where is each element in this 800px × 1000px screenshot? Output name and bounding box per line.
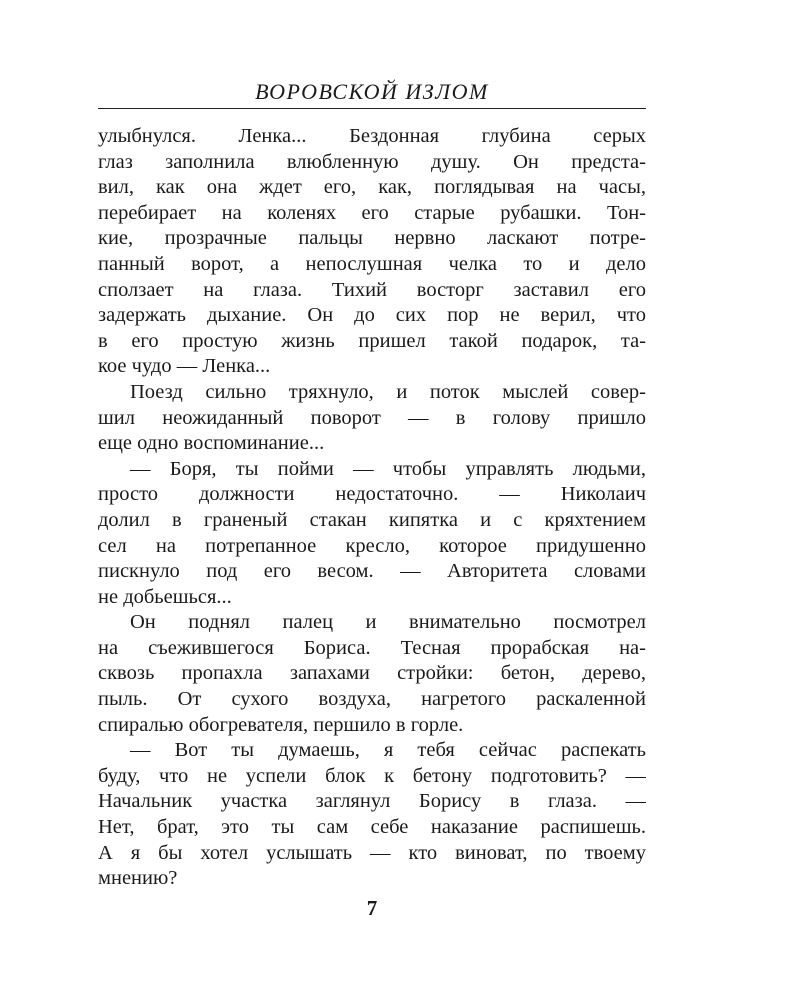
text-line: сквозь пропахла запахами стройки: бетон, дерево, — [98, 662, 646, 685]
text-line: мнению? — [98, 867, 178, 890]
text-line: А я бы хотел услышать — кто виноват, по твоему — [98, 841, 646, 864]
text-line: кие, прозрачные пальцы нервно ласкают потре- — [98, 227, 646, 250]
text-line: Он поднял палец и внимательно посмотрел — [130, 611, 646, 634]
text-line: в его простую жизнь пришел такой подарок, та- — [98, 329, 646, 352]
text-line: не добьешься... — [98, 585, 232, 608]
text-line: глаз заполнила влюбленную душу. Он предста- — [98, 150, 646, 173]
text-line: пискнуло под его весом. — Авторитета словами — [98, 560, 646, 583]
text-line: буду, что не успели блок к бетону подготовить? — — [98, 764, 646, 787]
text-line: на съежившегося Бориса. Тесная прорабская на- — [98, 636, 646, 659]
text-line: сползает на глаза. Тихий восторг заставил его — [98, 278, 646, 301]
paragraph — [98, 124, 646, 380]
text-line: вил, как она ждет его, как, поглядывая на часы, — [98, 176, 646, 199]
text-line: улыбнулся. Ленка... Бездонная глубина серых — [98, 125, 646, 147]
text-line: задержать дыхание. Он до сих пор не верил, что — [98, 304, 646, 327]
text-line: сел на потрепанное кресло, которое придушенно — [98, 534, 646, 557]
text-line: просто должности недостаточно. — Николаич — [98, 483, 646, 506]
text-line: — Вот ты думаешь, я тебя сейчас распекать — [130, 739, 646, 762]
text-line: панный ворот, а непослушная челка то и дело — [98, 252, 646, 275]
body-text — [98, 124, 646, 892]
text-line: спиралью обогревателя, першило в горле. — [98, 713, 464, 736]
text-line: пыль. От сухого воздуха, нагретого раскаленной — [98, 688, 646, 711]
text-line: еще одно воспоминание... — [98, 432, 325, 455]
text-line: кое чудо — Ленка... — [98, 355, 271, 378]
text-line: Начальник участка заглянул Борису в глаза. — — [98, 790, 646, 813]
text-line: долил в граненый стакан кипятка и с кряхтением — [98, 508, 646, 531]
paragraph — [98, 738, 646, 892]
text-line: шил неожиданный поворот — в голову пришло — [98, 406, 646, 429]
text-line: — Боря, ты пойми — чтобы управлять людьми, — [130, 457, 646, 480]
text-line: Нет, брат, это ты сам себе наказание распишешь. — [98, 816, 646, 839]
text-line: Поезд сильно тряхнуло, и поток мыслей совер- — [130, 380, 646, 403]
paragraph — [98, 610, 646, 738]
text-line: перебирает на коленях его старые рубашки. Тон- — [98, 201, 646, 224]
running-title: ВОРОВСКОЙ ИЗЛОМ — [255, 79, 489, 104]
page-number: 7 — [366, 896, 378, 920]
paragraph — [98, 457, 646, 611]
paragraph — [98, 380, 646, 457]
header-rule — [98, 108, 646, 109]
